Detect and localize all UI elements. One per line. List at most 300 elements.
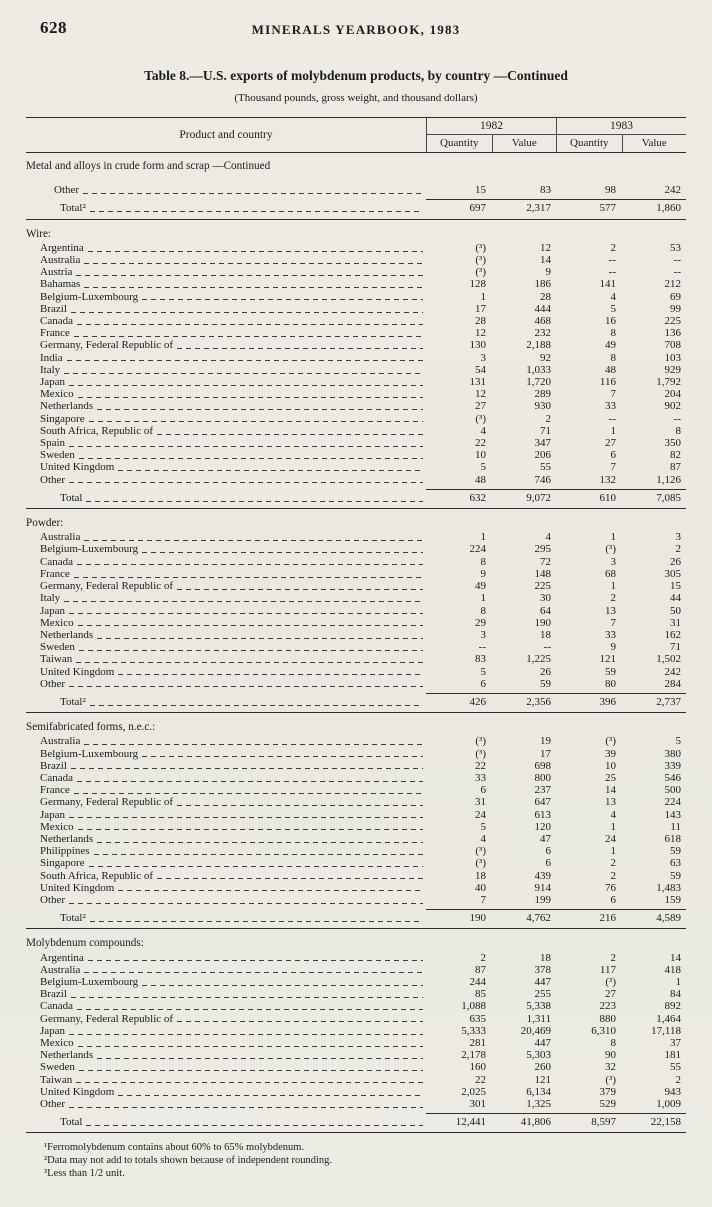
row-label-area	[26, 580, 426, 592]
dash-leader	[97, 842, 423, 843]
value-cell: (³)	[475, 747, 486, 760]
row-label: Canada	[40, 555, 73, 568]
value-cell: --	[608, 266, 616, 279]
row-label: Other	[40, 1098, 66, 1111]
value-cell: 284	[664, 677, 681, 690]
value-cell: 2,356	[526, 695, 551, 708]
value-cell: 698	[534, 759, 551, 772]
dash-leader	[69, 1034, 423, 1035]
value-cell: (³)	[605, 1073, 616, 1086]
row-label-area	[26, 592, 426, 604]
row-label: Brazil	[40, 302, 67, 315]
value-cell: (³)	[475, 412, 486, 425]
row-label: United Kingdom	[40, 461, 115, 474]
row-label-area	[26, 988, 426, 1000]
row-label: Netherlands	[40, 400, 94, 413]
value-cell: 59	[670, 869, 681, 882]
value-cell: 339	[664, 759, 681, 772]
table-section	[26, 160, 686, 220]
value-cell: 82	[670, 449, 681, 462]
row-label-area	[26, 845, 426, 857]
value-cell: 444	[534, 302, 551, 315]
row-label: Spain	[40, 437, 66, 450]
value-cell: 242	[664, 665, 681, 678]
table-row	[26, 461, 686, 473]
value-cell: 1	[610, 531, 616, 544]
subcolumn-headers	[427, 135, 556, 152]
value-cell: 48	[605, 363, 616, 376]
dash-leader	[74, 793, 423, 794]
table-row	[26, 988, 686, 1000]
table-row	[26, 278, 686, 290]
table-header	[26, 117, 686, 153]
row-label-area	[26, 1037, 426, 1049]
value-cell: 186	[534, 278, 551, 291]
value-cell: 378	[534, 963, 551, 976]
value-cell: 32	[605, 1061, 616, 1074]
value-cell: 87	[475, 963, 486, 976]
value-cell: 295	[534, 543, 551, 556]
table-row	[26, 666, 686, 678]
value-cell: 27	[475, 400, 486, 413]
row-label: Total²	[60, 912, 86, 925]
footnotes	[26, 1141, 686, 1180]
dash-leader	[88, 960, 423, 961]
value-cell: 3	[480, 628, 486, 641]
row-label: Italy	[40, 592, 61, 605]
value-cell: 31	[475, 796, 486, 809]
value-cell: 8	[675, 424, 681, 437]
value-cell: 500	[664, 784, 681, 797]
value-cell: 1	[480, 290, 486, 303]
value-cell: 1,325	[526, 1098, 551, 1111]
value-cell: 131	[469, 376, 486, 389]
value-cell: 2	[610, 592, 616, 605]
value-cell: 8	[480, 555, 486, 568]
value-cell: 2,317	[526, 202, 551, 215]
row-label-area	[26, 617, 426, 629]
value-cell: 7	[610, 388, 616, 401]
table-row	[26, 364, 686, 376]
table-row	[26, 833, 686, 845]
table-row	[26, 531, 686, 543]
table-row	[26, 474, 686, 486]
section-heading: Wire:	[26, 227, 52, 240]
table-row	[26, 964, 686, 976]
value-cell: 117	[599, 963, 616, 976]
table-row	[26, 592, 686, 604]
subcolumn-header-value: Value	[492, 135, 557, 152]
row-label: Sweden	[40, 449, 75, 462]
row-label: Australia	[40, 531, 81, 544]
value-cell: 54	[475, 363, 486, 376]
dash-leader	[79, 1070, 423, 1071]
value-cell: 618	[664, 832, 681, 845]
table-row	[26, 772, 686, 784]
value-cell: 28	[540, 290, 551, 303]
value-cell: 577	[599, 202, 616, 215]
value-cell: 7	[480, 893, 486, 906]
row-label: Germany, Federal Republic of	[40, 339, 174, 352]
value-cell: 225	[534, 580, 551, 593]
value-cell: 301	[469, 1098, 486, 1111]
dash-leader	[86, 501, 423, 502]
value-cell: 1,720	[526, 376, 551, 389]
row-label-area	[26, 1025, 426, 1037]
value-cell: 26	[670, 555, 681, 568]
pre-total-rule	[426, 199, 686, 200]
dash-leader	[79, 458, 423, 459]
dash-leader	[142, 299, 423, 300]
dash-leader	[97, 638, 423, 639]
value-cell: 55	[540, 461, 551, 474]
value-cell: (³)	[475, 735, 486, 748]
value-cell: (³)	[475, 254, 486, 267]
value-cell: 53	[670, 241, 681, 254]
value-cell: 19	[540, 735, 551, 748]
value-cell: 159	[664, 893, 681, 906]
row-label-area	[26, 629, 426, 641]
value-cell: 5	[480, 665, 486, 678]
table-row	[26, 617, 686, 629]
dash-leader	[64, 373, 423, 374]
value-cell: 68	[605, 567, 616, 580]
dash-leader	[118, 470, 423, 471]
row-label: Total	[60, 491, 83, 504]
dash-leader	[69, 1107, 423, 1108]
year-header: 1983	[557, 118, 686, 135]
dash-leader	[76, 1082, 423, 1083]
table-row	[26, 184, 686, 196]
value-cell: --	[673, 266, 681, 279]
value-cell: 1,225	[526, 653, 551, 666]
dash-leader	[74, 336, 423, 337]
row-label: Germany, Federal Republic of	[40, 1012, 174, 1025]
table-row	[26, 449, 686, 461]
value-cell: 426	[469, 695, 486, 708]
value-cell: 22	[475, 759, 486, 772]
dash-leader	[86, 1125, 423, 1126]
dash-leader	[77, 781, 423, 782]
row-label: Sweden	[40, 1061, 75, 1074]
value-cell: 5,338	[526, 1000, 551, 1013]
value-cell: 632	[469, 491, 486, 504]
dash-leader	[69, 446, 423, 447]
value-cell: 206	[534, 449, 551, 462]
table-row	[26, 315, 686, 327]
value-cell: 160	[469, 1061, 486, 1074]
table-section	[26, 228, 686, 509]
value-cell: 244	[469, 975, 486, 988]
row-label: Sweden	[40, 641, 75, 654]
value-cell: 47	[540, 832, 551, 845]
dash-leader	[89, 421, 423, 422]
value-cell: 4	[480, 832, 486, 845]
value-cell: 1,009	[656, 1098, 681, 1111]
table-row	[26, 784, 686, 796]
table-row	[26, 1116, 686, 1128]
row-label: Taiwan	[40, 653, 73, 666]
value-cell: 418	[664, 963, 681, 976]
value-cell: (³)	[605, 735, 616, 748]
row-label: Total²	[60, 695, 86, 708]
row-label: South Africa, Republic of	[40, 424, 154, 437]
value-cell: 232	[534, 327, 551, 340]
value-cell: 943	[664, 1085, 681, 1098]
value-cell: 80	[605, 677, 616, 690]
value-cell: 5	[675, 735, 681, 748]
row-label: South Africa, Republic of	[40, 869, 154, 882]
value-cell: 14	[540, 254, 551, 267]
value-cell: 902	[664, 400, 681, 413]
value-cell: 6,310	[591, 1024, 616, 1037]
row-label: Philippines	[40, 845, 90, 858]
row-label: Japan	[40, 1024, 66, 1037]
value-cell: 132	[599, 473, 616, 486]
dash-leader	[118, 890, 423, 891]
value-cell: 2	[480, 951, 486, 964]
row-label-area	[26, 184, 426, 196]
value-cell: 6	[545, 857, 551, 870]
value-cell: 31	[670, 616, 681, 629]
dash-leader	[74, 577, 423, 578]
value-cell: 1	[610, 845, 616, 858]
dash-leader	[142, 985, 423, 986]
value-cell: 90	[605, 1049, 616, 1062]
row-label: Mexico	[40, 1037, 74, 1049]
value-cell: 92	[540, 351, 551, 364]
row-label-area	[26, 666, 426, 678]
value-cell: --	[608, 412, 616, 425]
row-label-area	[26, 857, 426, 869]
row-label-area	[26, 543, 426, 555]
value-cell: 1	[610, 580, 616, 593]
row-label-area	[26, 388, 426, 400]
row-label-area	[26, 278, 426, 290]
value-cell: 72	[540, 555, 551, 568]
value-cell: 7,085	[656, 491, 681, 504]
dash-leader	[78, 1046, 423, 1047]
value-cell: 635	[469, 1012, 486, 1025]
value-cell: 6	[545, 845, 551, 858]
value-cell: 8	[610, 1037, 616, 1049]
row-label-area	[26, 748, 426, 760]
row-label-area	[26, 1098, 426, 1110]
row-label-area	[26, 760, 426, 772]
table-row	[26, 580, 686, 592]
dash-leader	[97, 1058, 423, 1059]
value-cell: 12	[475, 388, 486, 401]
table-row	[26, 678, 686, 690]
value-cell: 87	[670, 461, 681, 474]
value-cell: 84	[670, 988, 681, 1001]
dash-leader	[78, 397, 423, 398]
dash-leader	[69, 482, 423, 483]
subcolumn-header-value: Value	[622, 135, 687, 152]
row-label-area	[26, 352, 426, 364]
row-label: France	[40, 784, 70, 797]
row-label-area	[26, 531, 426, 543]
table-row	[26, 202, 686, 214]
row-label: Argentina	[40, 951, 84, 964]
row-label: Germany, Federal Republic of	[40, 796, 174, 809]
row-label-area	[26, 772, 426, 784]
value-cell: 1,088	[461, 1000, 486, 1013]
value-cell: 305	[664, 567, 681, 580]
value-cell: 610	[599, 491, 616, 504]
row-label: Bahamas	[40, 278, 81, 291]
value-cell: 190	[469, 912, 486, 925]
row-label-area	[26, 952, 426, 964]
row-label: France	[40, 327, 70, 340]
dash-leader	[94, 854, 423, 855]
value-cell: 136	[664, 327, 681, 340]
value-cell: 83	[475, 653, 486, 666]
table-row	[26, 1061, 686, 1073]
value-cell: 880	[599, 1012, 616, 1025]
row-label-area	[26, 461, 426, 473]
value-cell: 11	[670, 820, 681, 833]
value-cell: 1,311	[526, 1012, 551, 1025]
value-cell: 116	[599, 376, 616, 389]
value-cell: 1,033	[526, 363, 551, 376]
value-cell: 225	[664, 315, 681, 328]
dash-leader	[71, 997, 423, 998]
value-cell: 83	[540, 184, 551, 197]
row-label-area	[26, 556, 426, 568]
value-cell: 76	[605, 881, 616, 894]
table-row	[26, 845, 686, 857]
value-cell: (³)	[475, 266, 486, 279]
value-cell: 3	[480, 351, 486, 364]
value-cell: 10	[475, 449, 486, 462]
value-cell: 190	[534, 616, 551, 629]
value-cell: 2,737	[656, 695, 681, 708]
value-cell: 647	[534, 796, 551, 809]
row-label-area	[26, 796, 426, 808]
table-row	[26, 303, 686, 315]
value-cell: 212	[664, 278, 681, 291]
row-label: Singapore	[40, 857, 85, 870]
value-cell: 224	[664, 796, 681, 809]
row-label: Canada	[40, 315, 73, 328]
footnote: ³Less than 1/2 unit.	[44, 1168, 125, 1180]
value-cell: (³)	[475, 241, 486, 254]
row-label: Netherlands	[40, 832, 94, 845]
subcolumn-header-quantity: Quantity	[570, 137, 609, 149]
value-cell: 50	[670, 604, 681, 617]
row-label: Total	[60, 1116, 83, 1129]
table-row	[26, 735, 686, 747]
value-cell: 18	[540, 628, 551, 641]
value-cell: (³)	[475, 845, 486, 858]
value-cell: 204	[664, 388, 681, 401]
table-row	[26, 796, 686, 808]
value-cell: 2	[675, 543, 681, 556]
row-label-area	[26, 1061, 426, 1073]
row-label-area	[26, 605, 426, 617]
dash-leader	[67, 360, 423, 361]
value-cell: 746	[534, 473, 551, 486]
table-row	[26, 568, 686, 580]
value-cell: 12	[540, 241, 551, 254]
value-cell: 59	[605, 665, 616, 678]
section-heading: Molybdenum compounds:	[26, 937, 144, 950]
value-cell: 121	[599, 653, 616, 666]
table-row	[26, 543, 686, 555]
dash-leader	[78, 625, 423, 626]
table-row	[26, 809, 686, 821]
value-cell: 17,118	[651, 1024, 681, 1037]
table-row	[26, 760, 686, 772]
table-row	[26, 1025, 686, 1037]
row-label-area	[26, 376, 426, 388]
column-header-product: Product and country	[179, 129, 273, 141]
row-label-area	[26, 1086, 426, 1098]
row-label-area	[26, 492, 426, 504]
row-label: Japan	[40, 604, 66, 617]
dash-leader	[69, 385, 423, 386]
row-label-area	[26, 653, 426, 665]
table-section	[26, 517, 686, 713]
value-cell: 6,134	[526, 1085, 551, 1098]
dash-leader	[64, 601, 423, 602]
dash-leader	[90, 705, 423, 706]
value-cell: 4,762	[526, 912, 551, 925]
row-label: Total²	[60, 202, 86, 215]
dash-leader	[77, 324, 423, 325]
row-label-area	[26, 437, 426, 449]
row-label: Canada	[40, 771, 73, 784]
value-cell: 13	[605, 604, 616, 617]
value-cell: 1	[610, 820, 616, 833]
row-label-area	[26, 291, 426, 303]
row-label-area	[26, 964, 426, 976]
row-label: Other	[40, 893, 66, 906]
value-cell: 9	[610, 641, 616, 654]
dash-leader	[97, 409, 423, 410]
table-row	[26, 653, 686, 665]
table-row	[26, 952, 686, 964]
value-cell: 7	[610, 461, 616, 474]
value-cell: 223	[599, 1000, 616, 1013]
row-label: Netherlands	[40, 628, 94, 641]
year-group-1983	[556, 118, 686, 152]
value-cell: (³)	[605, 975, 616, 988]
table-row	[26, 605, 686, 617]
value-cell: 930	[534, 400, 551, 413]
value-cell: 3	[610, 555, 616, 568]
table-row	[26, 629, 686, 641]
dash-leader	[71, 768, 423, 769]
table-subtitle: (Thousand pounds, gross weight, and thousand dollars)	[234, 92, 478, 104]
row-label: Other	[40, 473, 66, 486]
row-label-area	[26, 364, 426, 376]
dash-leader	[142, 756, 423, 757]
data-table	[26, 117, 686, 1133]
table-row	[26, 425, 686, 437]
row-label-area	[26, 1074, 426, 1086]
dash-leader	[90, 211, 423, 212]
dash-leader	[84, 263, 423, 264]
table-row	[26, 266, 686, 278]
dash-leader	[142, 552, 423, 553]
value-cell: 380	[664, 747, 681, 760]
dash-leader	[79, 650, 423, 651]
table-row	[26, 413, 686, 425]
value-cell: 6	[610, 893, 616, 906]
row-label: Mexico	[40, 616, 74, 629]
